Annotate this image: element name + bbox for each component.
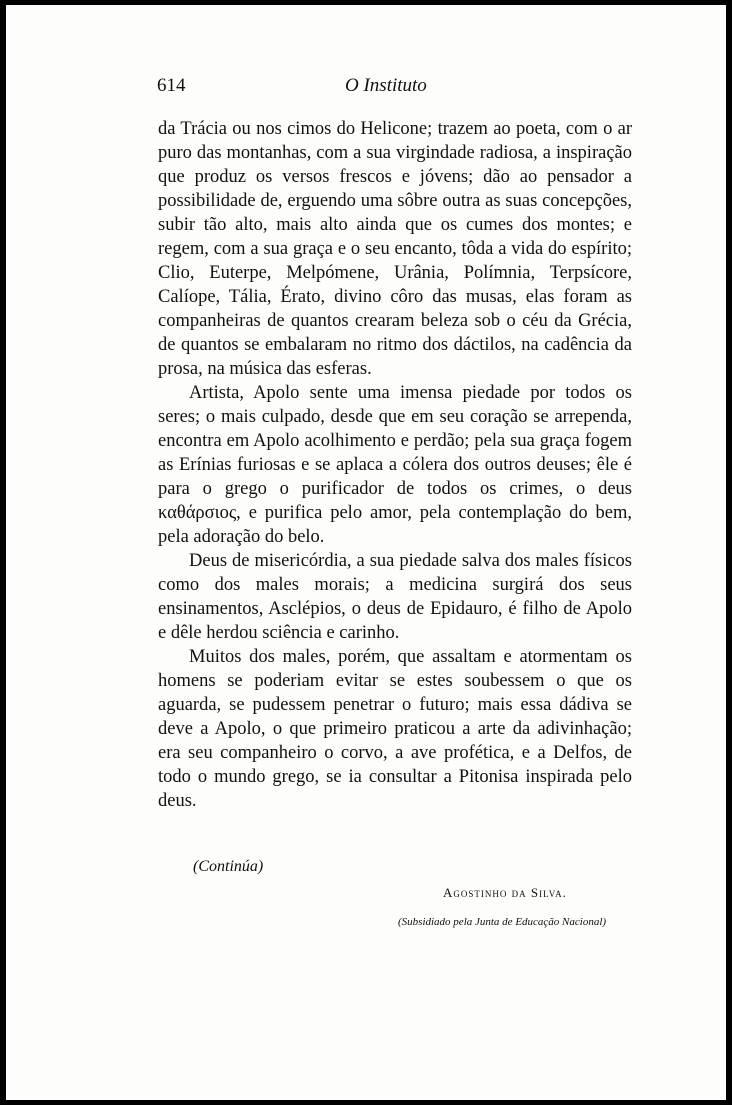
article-body <box>158 117 632 813</box>
paragraph: Muitos dos males, porém, que assaltam e atormentam os homens se poderiam evitar se estes soubessem o que os aguarda, se pudessem penetrar o futuro; mais essa dádiva se deve a Apolo, o que primeiro praticou a arte da adivinhação; era seu companheiro o corvo, a ave profética, e a Delfos, de todo o mundo grego, se ia consultar a Pitonisa inspirada pelo deus. <box>158 647 632 811</box>
paragraph: Deus de misericórdia, a sua piedade salva dos males físicos como dos males morais; a medicina surgirá dos seus ensinamentos, Asclépios, o deus de Epidauro, é filho de Apolo e dêle herdou sciência e carinho. <box>158 551 632 643</box>
paragraph: Artista, Apolo sente uma imensa piedade por todos os seres; o mais culpado, desde que em seu coração se arrependa, encontra em Apolo acolhimento e perdão; pela sua graça fogem as Erínias furiosas e se aplaca a cólera dos outros deuses; êle é para o grego o purificador de todos os crimes, o deus καθάρσιος, e purifica pelo amor, pela contemplação do bem, pela adoração do belo. <box>158 383 632 547</box>
page-header <box>157 75 632 99</box>
continuation-note: (Continúa) <box>193 858 264 875</box>
author-signature: Agostinho da Silva. <box>443 885 567 900</box>
funding-note: (Subsidiado pela Junta de Educação Nacional) <box>398 916 607 928</box>
page-number: 614 <box>157 75 186 96</box>
paragraph: da Trácia ou nos cimos do Helicone; trazem ao poeta, com o ar puro das montanhas, com a sua virgindade radiosa, a inspiração que produz os versos frescos e jóvens; dão ao pensador a possibilidade de, erguendo uma sôbre outra as suas concepções, subir tão alto, mais alto ainda que os cumes dos montes; e regem, com a sua graça e o seu encanto, tôda a vida do espírito; Clio, Euterpe, Melpómene, Urânia, Polímnia, Terpsícore, Calíope, Tália, Érato, divino côro das musas, elas foram as companheiras de quantos crearam beleza sob o céu da Grécia, de quantos se embalaram no ritmo dos dáctilos, na cadência da prosa, na música das esferas. <box>158 119 632 379</box>
running-title: O Instituto <box>345 75 427 96</box>
book-page <box>6 5 726 1100</box>
